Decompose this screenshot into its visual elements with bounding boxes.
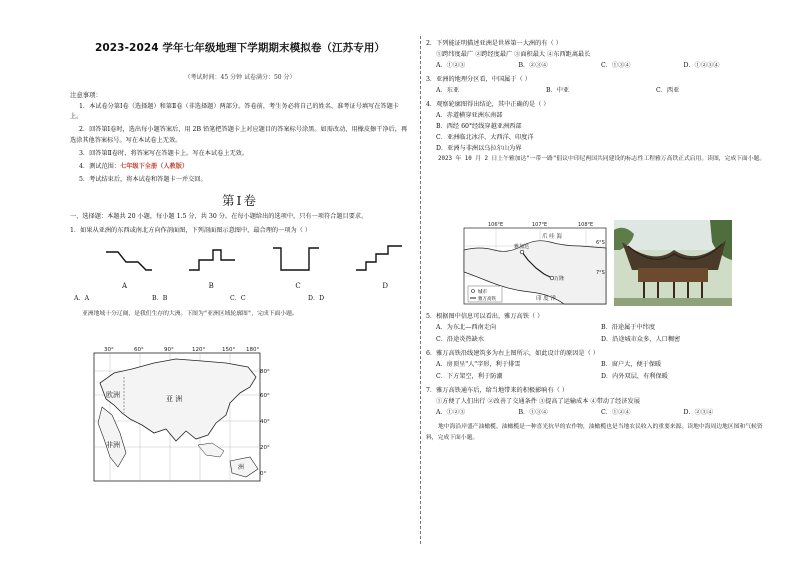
q2-statements: ①跨纬度最广 ②跨经度最广 ③面积最大 ④东西距离最长 — [436, 51, 591, 58]
material-mediterranean: 地中海沿岸盛产油橄榄，油橄榄是一种喜光抗旱的农作物，油橄榄也是当地农民收入的重要来源。读地中海周边地区图和气候资料，完成下面小题。 — [426, 424, 763, 441]
q1-option-a[interactable]: A．A — [74, 295, 90, 303]
q5-option-b[interactable]: B．沿途属于中纬度 — [601, 324, 656, 331]
q2-option-d[interactable]: D．①②③④ — [683, 62, 720, 69]
label-indian-ocean: 印 度 洋 — [536, 296, 556, 302]
shape-label-d: D — [382, 282, 388, 291]
right-column — [426, 38, 766, 165]
material-asia: 亚洲地域十分辽阔，是我们生存的大洲。下图为"亚洲区域轮廓图"，完成下面小题。 — [82, 311, 298, 318]
q4-option-b[interactable]: B．西经 60°经线穿越亚洲西部 — [436, 123, 522, 130]
q3-option-b[interactable]: B．中亚 — [546, 87, 570, 94]
lon-label-150: 150° — [222, 347, 236, 353]
q7-stem: 7．雅万高铁通车后，给当地带来的积极影响有（ ） — [426, 387, 569, 394]
shape-label-a: A — [122, 282, 128, 291]
legend-city: 城市 — [478, 290, 487, 295]
q2-option-b[interactable]: B．②③④ — [518, 62, 548, 69]
profile-shape-c — [271, 240, 321, 280]
label-africa: 非洲 — [106, 441, 120, 449]
profile-shape-b — [187, 240, 237, 280]
test-scope: 七年级下全册（人教版） — [120, 163, 189, 171]
q4-option-d[interactable]: D．亚洲与非洲以乌拉尔山为界 — [436, 145, 522, 152]
label-europe: 欧洲 — [106, 391, 120, 399]
asia-outline-map — [80, 343, 270, 483]
lat-label-40: 40° — [260, 419, 270, 425]
q1-option-b[interactable]: B．B — [152, 295, 168, 303]
notice-item-1: 1．本试卷分第Ⅰ卷（选择题）和第Ⅱ卷（非选择题）两部分。答卷前，考生务必将自己的姓名、准考证号填写在答题卡上。 — [70, 103, 399, 121]
lon-label-60: 60° — [134, 347, 144, 353]
q1-options — [70, 293, 410, 305]
profile-shape-d — [354, 240, 404, 280]
shape-label-b: B — [208, 282, 214, 291]
q5-option-a[interactable]: A．为东北—西南走向 — [436, 324, 497, 331]
q2-option-c[interactable]: C．①③④ — [601, 62, 631, 69]
profile-shape-a — [104, 240, 154, 280]
map2-lon-106: 106°E — [488, 222, 504, 228]
q4-option-a[interactable]: A．赤道横穿亚洲东南部 — [436, 112, 503, 119]
q6-option-b[interactable]: B．窗户大，便于保暖 — [601, 361, 662, 368]
legend-railway: 雅万高铁 — [478, 297, 496, 302]
exam-title: 2023-2024 学年七年级地理下学期期末模拟卷（江苏专用） — [94, 42, 386, 54]
lat-label-20: 20° — [260, 445, 270, 451]
q3-options — [426, 85, 766, 96]
stilt-house-photo — [614, 220, 732, 306]
q7-options — [426, 407, 766, 418]
q6-option-a[interactable]: A．房顶呈"人"字形，利于排雪 — [436, 361, 521, 368]
map2-lat-6s: 6°S — [596, 240, 605, 246]
lon-label-90: 90° — [164, 347, 174, 353]
notice-item-2: 2．回答第Ⅰ卷时，选出每小题答案后，用 2B 铅笔把答题卡上对应题目的答案标号涂黑。如需改动，用橡皮擦干净后，再选涂其他答案标号。写在本试卷上无效。 — [70, 126, 408, 144]
label-java-sea: 爪 哇 海 — [542, 234, 562, 240]
q3-option-a[interactable]: A．东亚 — [436, 87, 460, 94]
material-railway: 2023 年 10 月 2 日上午雅加达"一带一路"倡议中印尼两国共同建设的标志性工程雅万高铁正式启用。读图，完成下面小题。 — [438, 156, 766, 162]
q7-option-b[interactable]: B．①③④ — [518, 409, 548, 416]
notice-item-3: 3．回答第Ⅱ卷时，将答案写在答题卡上。写在本试卷上无效。 — [79, 149, 249, 157]
q5-option-d[interactable]: D．沿途城市众多，人口稠密 — [601, 335, 681, 343]
left-column — [70, 38, 410, 320]
lat-label-60: 60° — [260, 393, 270, 399]
q6-options — [426, 359, 766, 382]
right-column-lower — [426, 311, 766, 444]
q1-stem: 1．如果从亚洲的东西或南北方向作剖面图，下列剖面图示意图中，最合理的一项为（ ） — [70, 227, 312, 235]
q7-option-c[interactable]: C．①②④ — [601, 409, 631, 416]
notice-block — [70, 90, 410, 185]
q2-options — [426, 60, 766, 71]
q2-option-a[interactable]: A．①②③ — [436, 62, 466, 69]
q6-option-c[interactable]: C．下方架空，利于防潮 — [436, 372, 503, 380]
map2-lat-7s: 7°S — [596, 270, 605, 276]
q2-stem: 2．下列能证明描述亚洲是世界第一大洲的有（ ） — [426, 40, 562, 47]
q7-option-a[interactable]: A．①②③ — [436, 409, 466, 416]
q1-option-d[interactable]: D．D — [308, 295, 325, 303]
notice-item-4: 4．测试范围：七年级下全册（人教版） — [79, 163, 189, 171]
section-juan-title: 第Ⅰ卷 — [222, 193, 258, 209]
lon-label-120: 120° — [192, 347, 206, 353]
lon-label-30: 30° — [104, 347, 114, 353]
q7-option-d[interactable]: D．②③④ — [683, 409, 714, 416]
notice-item-5: 5．考试结束后，将本试卷和答题卡一并交回。 — [79, 176, 207, 184]
shape-label-c: C — [295, 282, 301, 291]
column-divider — [420, 36, 421, 544]
map2-lon-108: 108°E — [578, 222, 594, 228]
q1-profile-shapes — [70, 236, 410, 282]
q6-stem: 6．雅万高铁沿线建筑多为右上图所示，如此设计的原因是（ ） — [426, 350, 599, 357]
jakarta-bandung-map — [460, 220, 610, 306]
city-jakarta: 雅加达 — [514, 244, 530, 250]
map2-lon-107: 107°E — [532, 222, 548, 228]
label-oceania: 洲 — [238, 464, 245, 471]
q6-option-d[interactable]: D．内外双层，有利保暖 — [601, 372, 668, 380]
exam-meta: （考试时间：45 分钟 试卷满分：50 分） — [184, 74, 296, 81]
q4-option-c[interactable]: C．亚洲临北冰洋、大西洋、印度洋 — [436, 134, 534, 141]
q4-stem: 4．观察轮廓图得出结论，其中正确的是（ ） — [426, 101, 550, 108]
q5-stem: 5．根据图中信息可以看出，雅万高铁（ ） — [426, 313, 544, 320]
q1-option-c[interactable]: C．C — [230, 295, 246, 303]
lat-label-80: 80° — [260, 369, 270, 375]
map2-legend — [468, 286, 502, 302]
q7-statements: ①方便了人们出行 ②改善了交通条件 ③提高了运输成本 ④带动了经济发展 — [436, 398, 640, 405]
q3-option-c[interactable]: C．西亚 — [656, 87, 680, 94]
q5-option-c[interactable]: C．沿途炎热缺水 — [436, 335, 485, 343]
q1-shape-labels — [70, 282, 410, 290]
q5-options — [426, 322, 766, 345]
lon-label-180: 180° — [246, 347, 260, 353]
lat-label-0: 0° — [260, 471, 267, 477]
q3-stem: 3．亚洲的地理分区看，中国属于（ ） — [426, 76, 531, 83]
notice-heading: 注意事项： — [70, 91, 102, 99]
label-asia: 亚 洲 — [166, 395, 183, 403]
city-bandung: 万隆 — [554, 276, 565, 282]
section-intro: 一、选择题：本题共 20 小题，每小题 1.5 分，共 30 分。在每小题给出的选项中，只有一项符合题目要求。 — [70, 213, 368, 221]
